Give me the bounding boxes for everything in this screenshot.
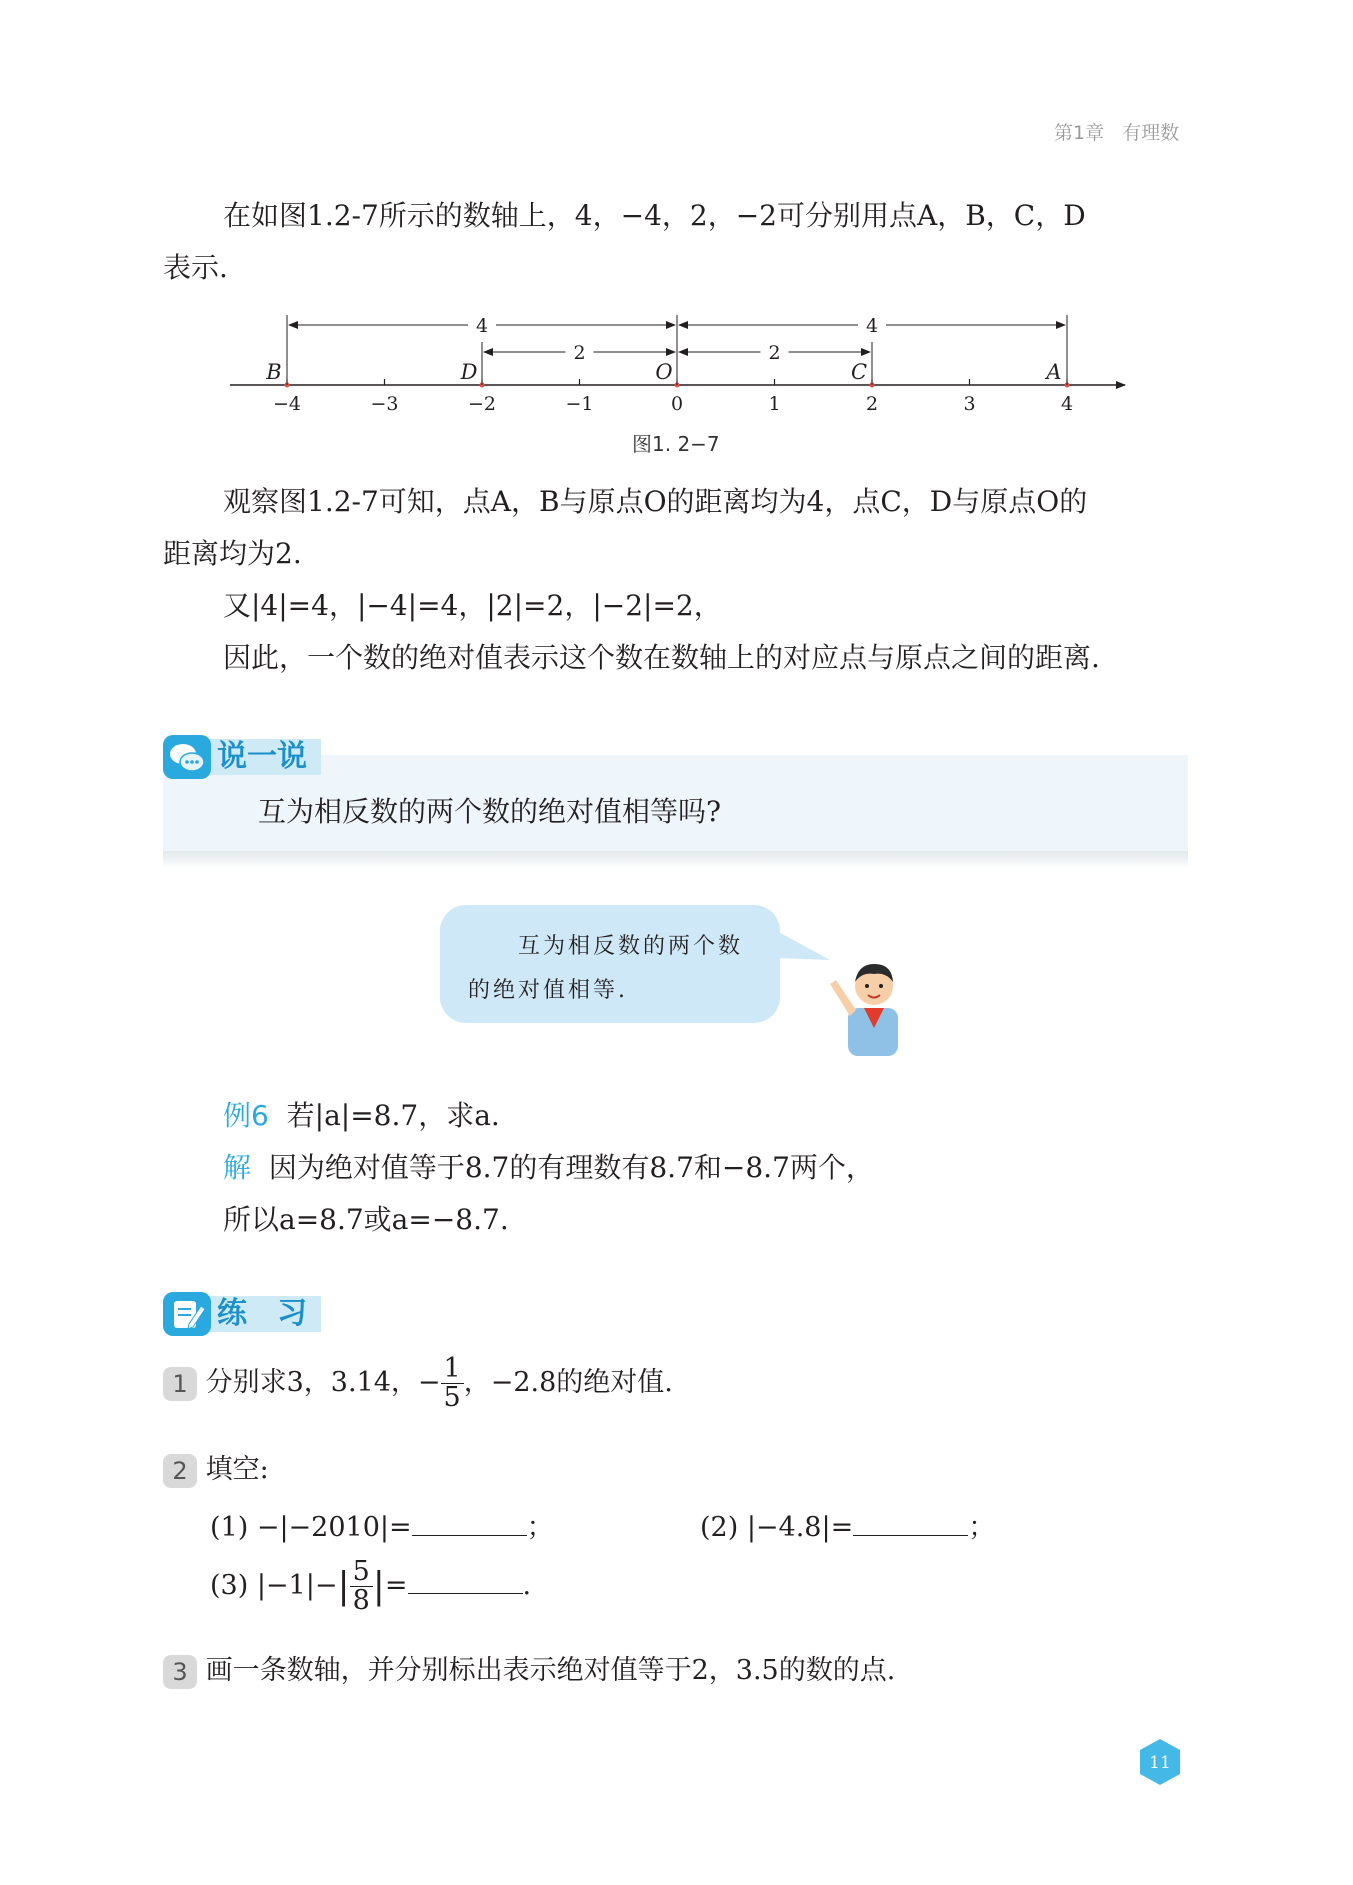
distance-label: 4 [865, 315, 879, 337]
observe-line-4: 因此，一个数的绝对值表示这个数在数轴上的对应点与原点之间的距离. [223, 641, 1100, 674]
intro-line-2: 表示. [163, 251, 228, 284]
bubble-line-2: 的绝对值相等. [468, 978, 628, 1003]
page-number: 11 [1149, 1753, 1171, 1773]
point-label: D [460, 360, 478, 384]
item-2-text: 填空: [205, 1454, 269, 1485]
distance-label: 2 [573, 342, 586, 364]
say-tag [163, 735, 321, 779]
boy-illustration-icon [820, 950, 920, 1060]
say-question: 互为相反数的两个数的绝对值相等吗? [258, 795, 722, 828]
point-label: C [850, 360, 868, 384]
tick-label: 4 [1060, 393, 1074, 415]
number-line-figure [220, 305, 1140, 425]
fill-2-end: ； [968, 1512, 996, 1543]
bubble-line-1: 互为相反数的两个数 [518, 934, 744, 959]
distance-label: 2 [768, 342, 781, 364]
chat-bubbles-icon [163, 735, 211, 779]
point-label: O [655, 360, 673, 384]
tick-label: −1 [565, 393, 594, 415]
fraction-numerator: 5 [350, 1558, 373, 1587]
distance-label: 4 [475, 315, 489, 337]
practice-item-3 [163, 1648, 895, 1689]
fraction [350, 1558, 373, 1615]
page-number-badge [1135, 1737, 1185, 1787]
tick-label: 0 [670, 393, 684, 415]
example-6 [223, 1090, 1123, 1246]
tick-label: 2 [865, 393, 879, 415]
fill-3-equals: = [384, 1570, 408, 1601]
point-label: A [1046, 360, 1062, 384]
tick-label: −2 [467, 393, 497, 415]
axis-points [265, 315, 1069, 388]
answer-blank[interactable] [408, 1569, 523, 1594]
pencil-note-icon [163, 1292, 211, 1336]
fill-3-text: (3) |−1|− [210, 1570, 338, 1601]
say-tag-label: 说一说 [207, 739, 321, 775]
tick-label: 1 [768, 393, 781, 415]
observe-line-3: 又|4|=4，|−4|=4，|2|=2，|−2|=2， [223, 589, 722, 622]
fraction-denominator: 8 [352, 1585, 370, 1616]
fraction-denominator: 5 [443, 1382, 461, 1413]
fill-2-text: (2) |−4.8|= [700, 1512, 854, 1543]
fraction [441, 1355, 464, 1412]
fill-blank-3 [210, 1558, 531, 1615]
observe-line-1: 观察图1.2-7可知，点A，B与原点O的距离均为4，点C，D与原点O的 [223, 485, 1088, 518]
practice-tag-label: 练 习 [207, 1296, 321, 1332]
running-header [1054, 118, 1179, 145]
example-problem: 若|a|=8.7，求a. [286, 1099, 500, 1132]
fill-1-text: (1) −|−2010|= [210, 1512, 412, 1543]
fill-blank-2 [700, 1505, 995, 1544]
example-label: 例6 [223, 1099, 269, 1132]
item-number-badge: 3 [163, 1655, 197, 1689]
fill-blank-1 [210, 1505, 554, 1544]
figure-caption: 图1. 2−7 [632, 432, 720, 456]
practice-item-2 [163, 1447, 269, 1488]
item-number-badge: 2 [163, 1454, 197, 1488]
tick-label: −3 [370, 393, 399, 415]
observation-paragraph [163, 476, 1188, 684]
solution-line-2: 所以a=8.7或a=−8.7. [223, 1203, 509, 1236]
say-box-shadow [163, 851, 1188, 869]
tick-label: −4 [272, 393, 302, 415]
chapter-label: 第1章 [1054, 122, 1105, 144]
fill-1-end: ； [526, 1512, 554, 1543]
fill-3-end: . [522, 1570, 532, 1601]
fraction-numerator: 1 [441, 1355, 464, 1384]
abs-bar-right: | [372, 1566, 385, 1607]
practice-tag [163, 1292, 321, 1336]
tick-label: 3 [963, 393, 976, 415]
answer-blank[interactable] [412, 1511, 527, 1536]
answer-blank[interactable] [853, 1511, 968, 1536]
observe-line-2: 距离均为2. [163, 537, 302, 570]
intro-line-1: 在如图1.2-7所示的数轴上，4，−4，2，−2可分别用点A，B，C，D [223, 199, 1086, 232]
item-3-text: 画一条数轴，并分别标出表示绝对值等于2，3.5的数的点. [205, 1655, 896, 1686]
item-1-text-post: ，−2.8的绝对值. [463, 1367, 673, 1398]
speech-bubble [440, 905, 780, 1023]
intro-paragraph [163, 190, 1188, 294]
item-number-badge: 1 [163, 1367, 197, 1401]
practice-item-1 [163, 1355, 673, 1412]
point-label: B [266, 360, 282, 384]
chapter-title: 有理数 [1122, 122, 1180, 144]
abs-bar-left: | [337, 1566, 350, 1607]
item-1-text-pre: 分别求3，3.14，− [205, 1367, 441, 1398]
solution-line-1: 因为绝对值等于8.7的有理数有8.7和−8.7两个， [268, 1151, 874, 1184]
solution-label: 解 [223, 1151, 252, 1184]
